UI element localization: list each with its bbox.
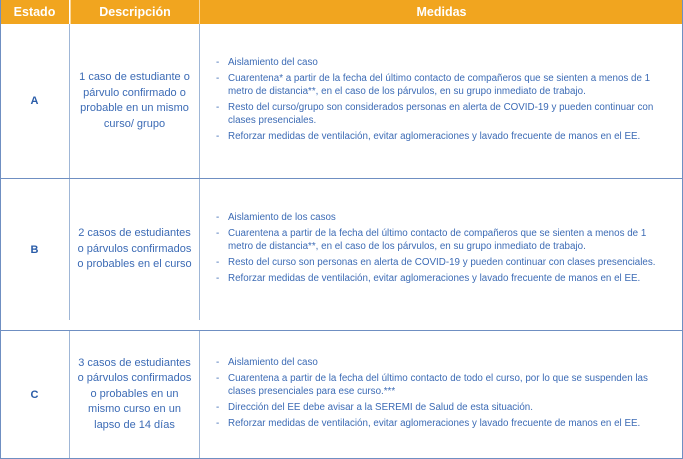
medida-text: Aislamiento de los casos [228, 212, 336, 224]
descripcion-cell [69, 24, 199, 178]
descripcion-text: 1 caso de estudiante o párvulo confirmado o probable en un mismo curso/ grupo [79, 71, 190, 130]
medida-item [216, 228, 661, 253]
medida-text: Aislamiento del caso [228, 57, 318, 69]
medida-text: Resto del curso/grupo son considerados personas en alerta de COVID-19 y pueden continuar con clases presenciales. [228, 102, 654, 126]
medidas-cell [199, 24, 683, 178]
table-row-b [0, 179, 683, 320]
medida-item [216, 357, 661, 370]
medida-item [216, 273, 661, 286]
descripcion-text: 2 casos de estudiantes o párvulos confirmados o probables en el curso [77, 227, 192, 271]
bullet-dash: - [216, 357, 220, 369]
medida-text: Reforzar medidas de ventilación, evitar aglomeraciones y lavado frecuente de manos en el EE. [228, 418, 641, 430]
estado-cell: C [30, 388, 39, 401]
medida-item [216, 257, 661, 270]
bullet-dash: - [216, 102, 220, 114]
bullet-dash: - [216, 57, 220, 69]
medida-text: Reforzar medidas de ventilación, evitar aglomeraciones y lavado frecuente de manos en el EE. [228, 273, 641, 285]
bullet-dash: - [216, 212, 220, 224]
table-row-a [0, 24, 683, 178]
medida-text: Cuarentena a partir de la fecha del último contacto de todo el curso, por lo que se suspenden las clases presenciales para ese curso.*** [228, 373, 648, 397]
header-estado: Estado [0, 0, 69, 24]
bullet-dash: - [216, 373, 220, 385]
bullet-dash: - [216, 228, 220, 240]
medida-item [216, 402, 661, 415]
bullet-dash: - [216, 401, 220, 413]
estado-cell: B [30, 243, 39, 256]
medida-item [216, 212, 661, 225]
bullet-dash: - [216, 418, 220, 430]
descripcion-cell [69, 331, 199, 458]
table-row-c [0, 331, 683, 458]
header-descripcion: Descripción [70, 0, 199, 24]
medidas-cell [199, 179, 683, 320]
bullet-dash: - [216, 73, 220, 85]
medida-text: Cuarentena a partir de la fecha del último contacto de compañeros que se sienten a menos de 1 metro de distancia**, en el caso de los párvulos, en su grupo inmediato de trabajo. [228, 228, 647, 252]
medida-text: Cuarentena* a partir de la fecha del último contacto de compañeros que se sienten a menos de 1 metro de distancia**, en el caso de los párvulos, en su grupo inmediato de trabajo. [228, 73, 651, 98]
medida-item [216, 418, 661, 431]
medidas-cell [199, 331, 683, 458]
medida-text: Reforzar medidas de ventilación, evitar aglomeraciones y lavado frecuente de manos en el EE. [228, 130, 641, 142]
header-medidas: Medidas [199, 0, 683, 24]
estado-cell: A [30, 95, 39, 107]
bullet-dash: - [216, 273, 220, 285]
bullet-dash: - [216, 256, 220, 268]
medida-item [216, 131, 661, 144]
medida-text: Dirección del EE debe avisar a la SEREMI de Salud de esta situación. [228, 401, 533, 413]
medida-text: Resto del curso son personas en alerta de COVID-19 y pueden continuar con clases presenciales. [228, 256, 656, 268]
bullet-dash: - [216, 130, 220, 142]
descripcion-cell [69, 179, 199, 320]
medida-item [216, 73, 661, 98]
medida-item [216, 57, 661, 70]
medida-item [216, 373, 661, 398]
descripcion-text: 3 casos de estudiantes o párvulos confirmados o probables en un mismo curso en un lapso de 14 días [77, 356, 192, 431]
medida-text: Aislamiento del caso [228, 357, 318, 369]
medida-item [216, 102, 661, 127]
